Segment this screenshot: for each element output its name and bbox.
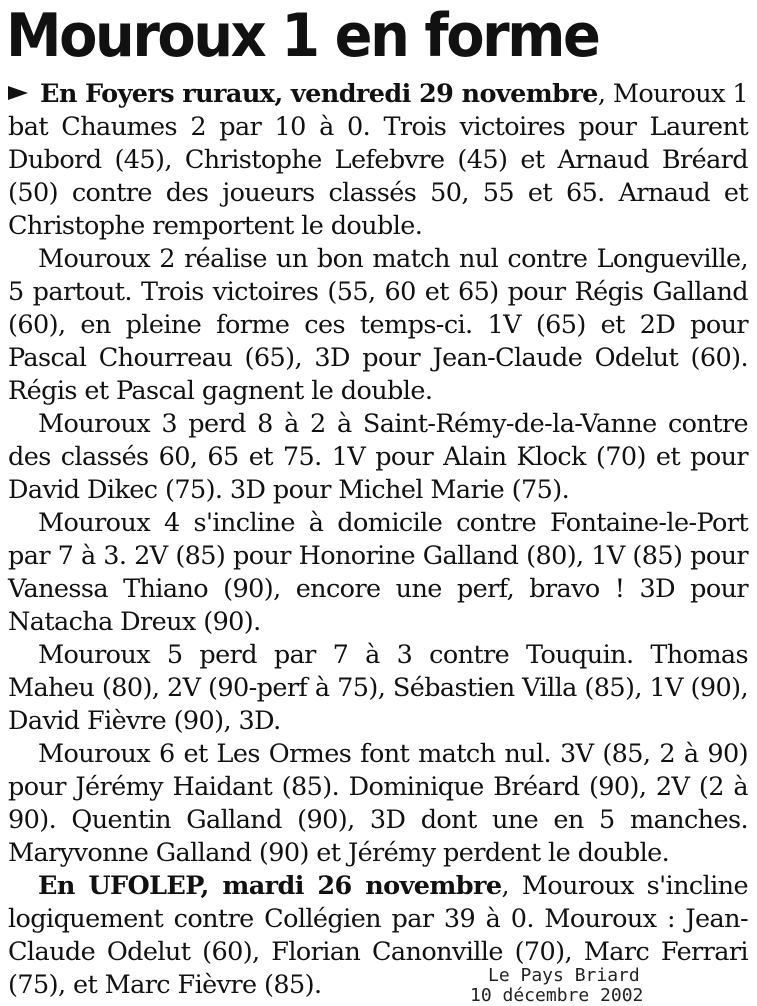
paragraph-1 [8, 78, 748, 243]
paragraph-lead: En UFOLEP, mardi 26 novembre [38, 871, 502, 901]
paragraph-lead: En Foyers ruraux, vendredi 29 novembre [40, 79, 598, 109]
paragraph-2: Mouroux 2 réalise un bon match nul contre Longueville, 5 partout. Trois victoires (55, 60 et 65) pour Régis Galland (60), en pleine forme ces temps-ci. 1V (65) et 2D pour Pascal Chourreau (65), 3D pour Jean-Claude Odelut (60). Régis et Pascal gagnent le double. [8, 244, 748, 406]
headline: Mouroux 1 en forme [6, 1, 599, 71]
source-stamp [470, 966, 643, 1006]
source-publication: Le Pays Briard [488, 965, 640, 986]
paragraph-4: Mouroux 4 s'incline à domicile contre Fontaine-le-Port par 7 à 3. 2V (85) pour Honorine Galland (80), 1V (85) pour Vanessa Thiano (90), encore une perf, bravo ! 3D pour Natacha Dreux (90). [8, 508, 748, 637]
source-date: 10 décembre 2002 [470, 985, 644, 1006]
article-body [8, 78, 748, 1002]
paragraph-5: Mouroux 5 perd par 7 à 3 contre Touquin. Thomas Maheu (80), 2V (90-perf à 75), Sébastien Villa (85), 1V (90), David Fièvre (90), 3D. [8, 640, 748, 736]
paragraph-3: Mouroux 3 perd 8 à 2 à Saint-Rémy-de-la-Vanne contre des classés 60, 65 et 75. 1V pour Alain Klock (70) et pour David Dikec (75). 3D pour Michel Marie (75). [8, 409, 748, 505]
paragraph-6: Mouroux 6 et Les Ormes font match nul. 3V (85, 2 à 90) pour Jérémy Haidant (85). Dominique Bréard (90), 2V (2 à 90). Quentin Galland (90), 3D dont une en 5 manches. Maryvonne Galland (90) et Jérémy perdent le double. [8, 739, 748, 868]
paragraph-text: , Mouroux 1 bat Chaumes 2 par 10 à 0. Trois victoires pour Laurent Dubord (45), Christophe Lefebvre (45) et Arnaud Bréard (50) contre des joueurs classés 50, 55 et 65. Arnaud et Christophe remportent le double. [8, 79, 748, 241]
arrow-bullet-icon [8, 86, 28, 100]
paragraph-text: , Mouroux s'incline logiquement contre Collégien par 39 à 0. Mouroux : Jean-Claude Odelut (60), Florian Canonville (70), Marc Ferrari (75), et Marc Fièvre (85). [8, 871, 748, 1000]
